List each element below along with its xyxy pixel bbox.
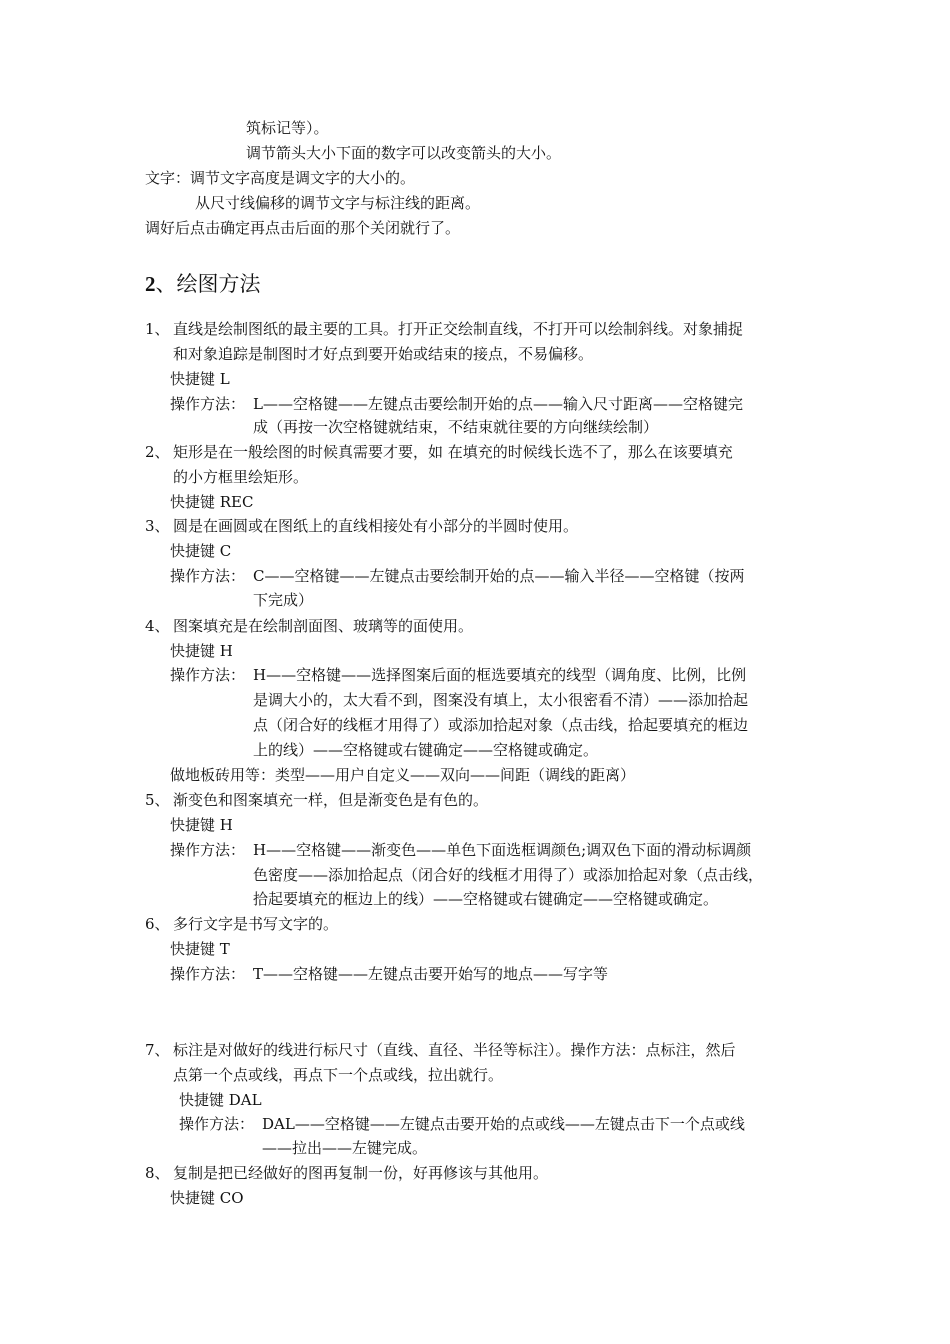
item-description: 渐变色和图案填充一样，但是渐变色是有色的。 [173,791,489,809]
operation-text: L——空格键——左键点击要绘制开始的点——输入尺寸距离——空格键完 [253,395,743,413]
section-heading [145,271,261,297]
text-line: 文字：调节文字高度是调文字的大小的。 [145,169,416,187]
operation-label: 操作方法： [170,965,246,983]
operation-label: 操作方法： [170,841,246,859]
text-line: 调节箭头大小下面的数字可以改变箭头的大小。 [246,144,562,162]
shortcut-line: 快捷键 T [170,940,230,958]
operation-text: 下完成） [253,591,314,609]
extra-note: 做地板砖用等：类型——用户自定义——双向——间距（调线的距离） [170,766,636,784]
text-line: 调好后点击确定再点击后面的那个关闭就行了。 [145,219,461,237]
shortcut-line: 快捷键 H [170,642,233,660]
operation-text: C——空格键——左键点击要绘制开始的点——输入半径——空格键（按两 [253,567,745,585]
item-number: 8、 [145,1164,170,1182]
text-line: 筑标记等）。 [246,119,329,137]
operation-text: H——空格键——选择图案后面的框选要填充的线型（调角度、比例，比例 [253,666,747,684]
item-number: 1、 [145,320,170,338]
operation-text: DAL——空格键——左键点击要开始的点或线——左键点击下一个点或线 [262,1115,745,1133]
item-number: 3、 [145,517,170,535]
operation-text: 成（再按一次空格键就结束，不结束就往要的方向继续绘制） [253,418,659,436]
item-description: 矩形是在一般绘图的时候真需要才要，如 在填充的时候线长选不了，那么在该要填充 [173,443,733,461]
item-description: 直线是绘制图纸的最主要的工具。打开正交绘制直线，不打开可以绘制斜线。对象捕捉 [173,320,744,338]
operation-text: 上的线）——空格键或右键确定——空格键或确定。 [253,741,599,759]
operation-text: T——空格键——左键点击要开始写的地点——写字等 [253,965,609,983]
item-number: 6、 [145,915,170,933]
item-description: 点第一个点或线，再点下一个点或线，拉出就行。 [173,1066,504,1084]
item-number: 5、 [145,791,170,809]
item-description: 图案填充是在绘制剖面图、玻璃等的面使用。 [173,617,474,635]
operation-text: 拾起要填充的框边上的线）——空格键或右键确定——空格键或确定。 [253,890,719,908]
item-number: 7、 [145,1041,170,1059]
shortcut-line: 快捷键 H [170,816,233,834]
operation-text: ——拉出——左键完成。 [262,1139,428,1157]
item-description: 和对象追踪是制图时才好点到要开始或结束的接点，不易偏移。 [173,345,594,363]
operation-label: 操作方法： [170,666,246,684]
operation-text: 点（闭合好的线框才用得了）或添加拾起对象（点击线，拾起要填充的框边 [253,716,749,734]
item-description: 圆是在画圆或在图纸上的直线相接处有小部分的半圆时使用。 [173,517,579,535]
item-description: 多行文字是书写文字的。 [173,915,339,933]
operation-label: 操作方法： [179,1115,255,1133]
operation-text: 是调大小的，太大看不到，图案没有填上，太小很密看不清）——添加拾起 [253,691,749,709]
shortcut-line: 快捷键 C [170,542,232,560]
section-number: 2 [145,272,156,296]
operation-text: H——空格键——渐变色——单色下面选框调颜色;调双色下面的滑动标调颜 [253,841,752,859]
operation-label: 操作方法： [170,395,246,413]
operation-label: 操作方法： [170,567,246,585]
shortcut-line: 快捷键 CO [170,1189,244,1207]
section-title: 、绘图方法 [155,272,261,296]
text-line: 从尺寸线偏移的调节文字与标注线的距离。 [195,194,481,212]
shortcut-line: 快捷键 REC [170,493,254,511]
item-number: 4、 [145,617,170,635]
item-number: 2、 [145,443,170,461]
item-description: 标注是对做好的线进行标尺寸（直线、直径、半径等标注）。操作方法：点标注，然后 [173,1041,736,1059]
operation-text: 色密度——添加拾起点（闭合好的线框才用得了）或添加拾起对象（点击线， [253,866,764,884]
item-description: 复制是把已经做好的图再复制一份，好再修该与其他用。 [173,1164,549,1182]
shortcut-line: 快捷键 DAL [179,1091,262,1109]
shortcut-line: 快捷键 L [170,370,230,388]
item-description: 的小方框里绘矩形。 [173,468,309,486]
